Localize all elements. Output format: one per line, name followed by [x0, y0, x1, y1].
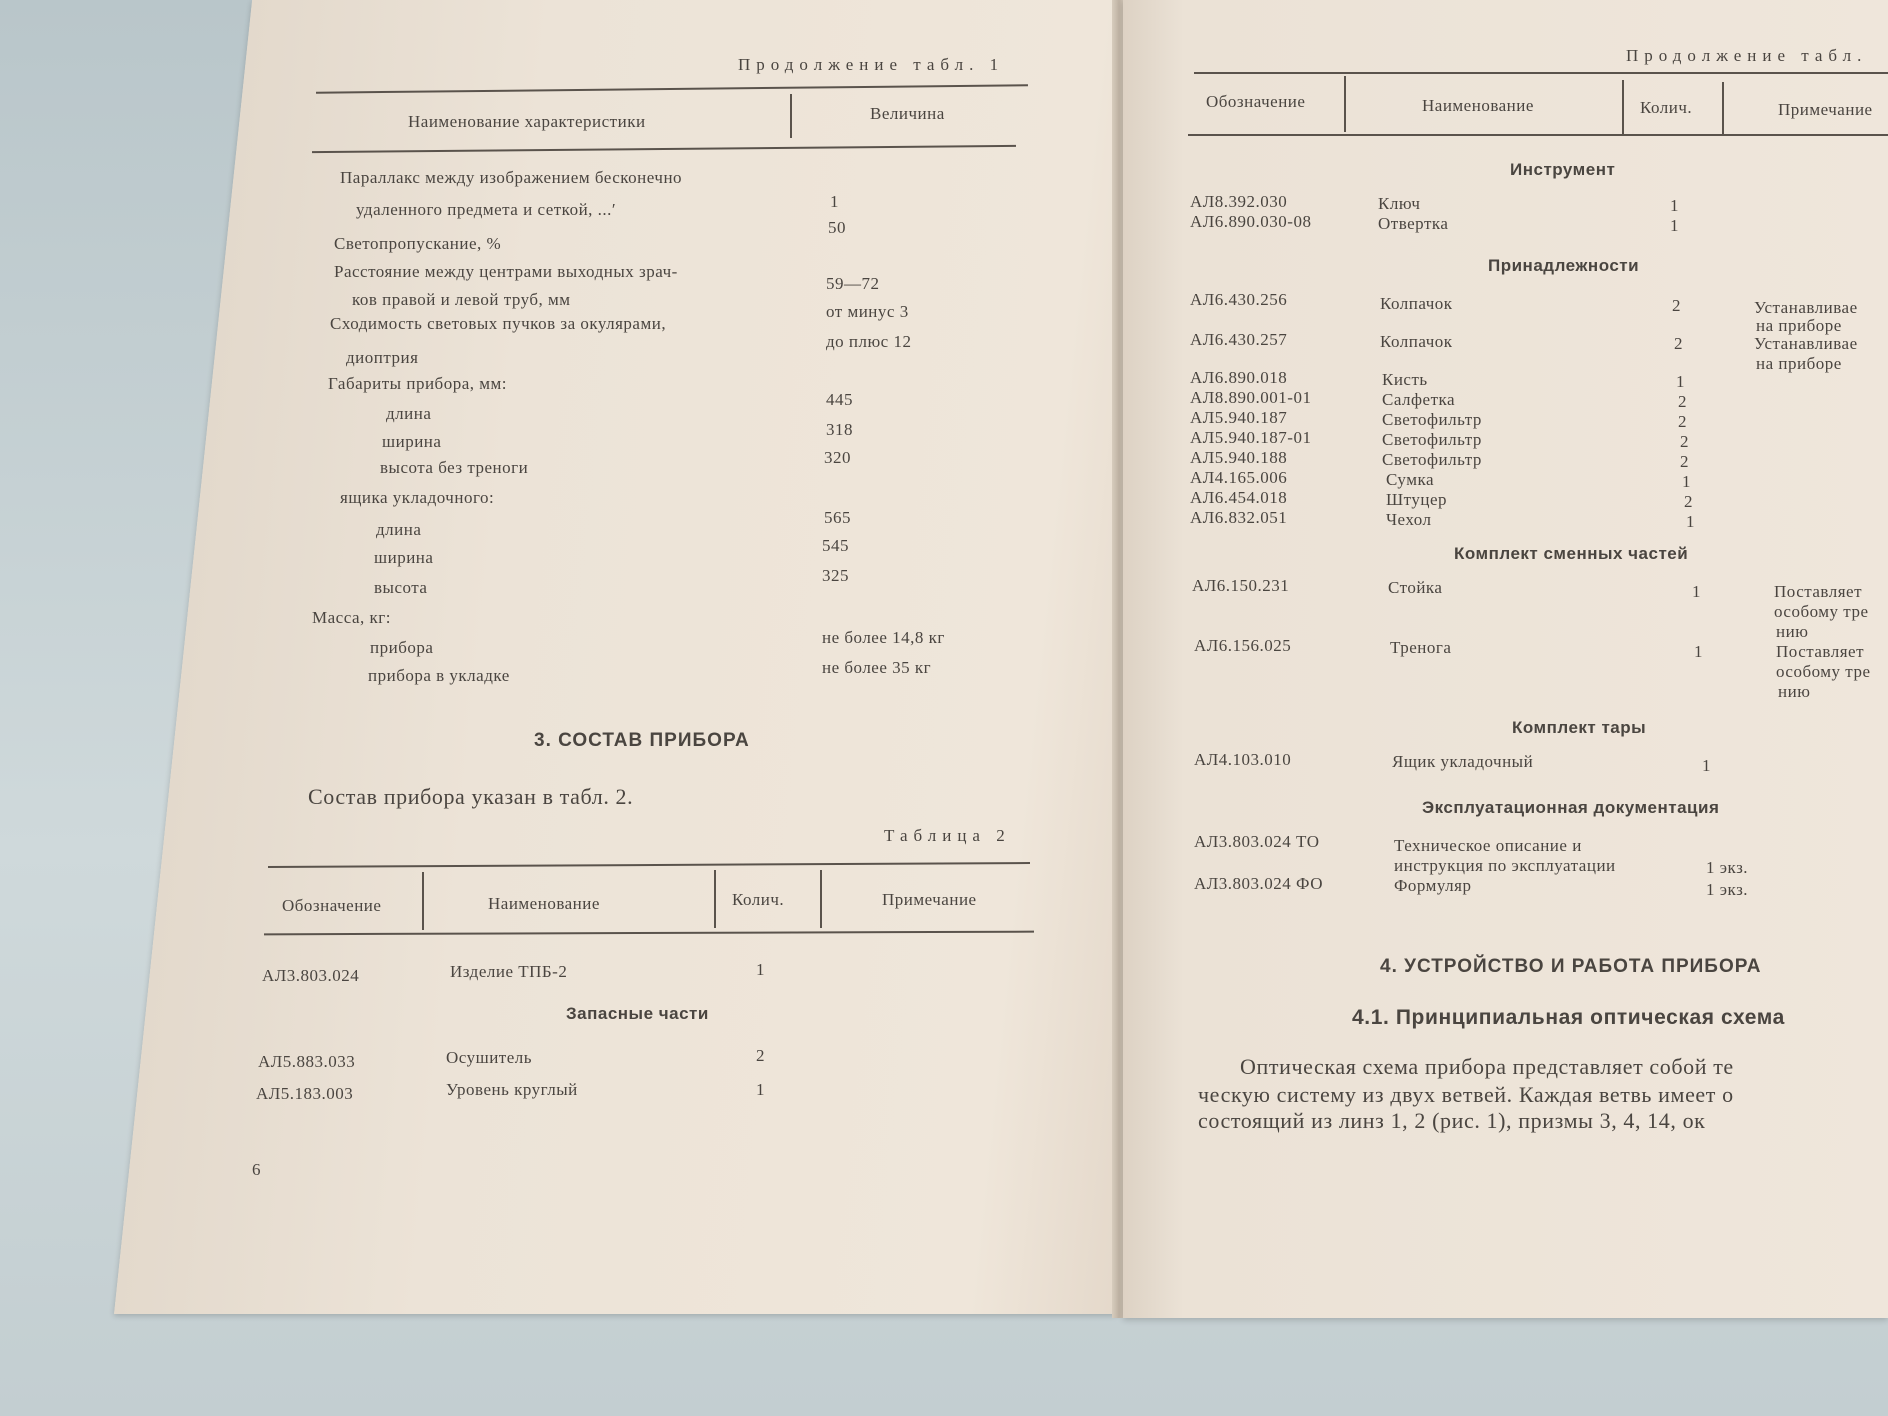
row-code: АЛ8.890.001-01 — [1190, 388, 1312, 407]
spec-row-value: 545 — [822, 536, 849, 555]
row-name: Светофильтр — [1382, 410, 1482, 429]
row-code: АЛ8.392.030 — [1190, 192, 1288, 211]
spare-parts-title: Запасные части — [566, 1004, 709, 1023]
row-qty: 2 — [1680, 432, 1689, 451]
table2-header-note: Примечание — [882, 890, 977, 909]
row-name: Чехол — [1386, 510, 1432, 529]
row-qty: 1 — [1670, 196, 1679, 215]
paragraph-line: Оптическая схема прибора представляет собой те — [1240, 1054, 1734, 1079]
right-header-divider — [1722, 82, 1724, 134]
section41-title: 4.1. Принципиальная оптическая схема — [1352, 1006, 1785, 1029]
spec-row-name: ширина — [382, 432, 442, 451]
documentation-title: Эксплуатационная документация — [1422, 798, 1720, 817]
row-name: инструкция по эксплуатации — [1394, 856, 1616, 875]
row-code: АЛ6.890.030-08 — [1190, 212, 1312, 231]
right-header-code: Обозначение — [1206, 92, 1306, 111]
spec-row-name: Габариты прибора, мм: — [328, 374, 507, 393]
replacement-kit-title: Комплект сменных частей — [1454, 544, 1689, 563]
row-qty: 1 — [1702, 756, 1711, 775]
spec-row-name: Параллакс между изображением бесконечно — [340, 168, 683, 187]
table2-caption: Таблица 2 — [884, 826, 1011, 845]
right-table-top-rule — [1194, 72, 1888, 74]
spec-row-name: Сходимость световых пучков за окулярами, — [330, 314, 667, 333]
spec-row-value: 565 — [824, 508, 851, 527]
table2-header-divider — [714, 870, 716, 928]
right-header-name: Наименование — [1422, 96, 1534, 115]
row-name: Стойка — [1388, 578, 1443, 597]
table1-col-name-header: Наименование характеристики — [408, 112, 646, 131]
table2-row-code: АЛ5.183.003 — [256, 1084, 354, 1103]
spec-row-value: 318 — [826, 420, 853, 439]
row-name: Светофильтр — [1382, 430, 1482, 449]
table2-row-qty: 1 — [756, 1080, 765, 1099]
tare-kit-title: Комплект тары — [1512, 718, 1647, 737]
row-code: АЛ5.940.188 — [1190, 448, 1288, 467]
spec-row-name: высота без треноги — [380, 458, 529, 477]
row-code: АЛ6.150.231 — [1192, 576, 1290, 595]
spec-row-value: до плюс 12 — [826, 332, 912, 351]
spec-row-value: 50 — [828, 218, 846, 237]
row-code: АЛ6.156.025 — [1194, 636, 1292, 655]
row-qty: 1 экз. — [1706, 858, 1749, 877]
paragraph-line: ческую систему из двух ветвей. Каждая ветвь имеет о — [1198, 1082, 1734, 1107]
instruments-title: Инструмент — [1510, 160, 1616, 179]
row-name: Светофильтр — [1382, 450, 1482, 469]
row-code: АЛ6.430.256 — [1190, 290, 1288, 309]
spec-row-name: Расстояние между центрами выходных зрач- — [334, 262, 678, 281]
spec-row-value: 320 — [824, 448, 851, 467]
row-qty: 1 — [1686, 512, 1695, 531]
row-name: Тренога — [1390, 638, 1452, 657]
row-code: АЛ4.103.010 — [1194, 750, 1292, 769]
row-note: Устанавливае — [1754, 334, 1858, 353]
spec-row-name: Масса, кг: — [312, 608, 391, 627]
paragraph-line: состоящий из линз 1, 2 (рис. 1), призмы 3, 4, 14, ок — [1198, 1108, 1706, 1133]
row-code: АЛ5.940.187 — [1190, 408, 1288, 427]
row-name: Ящик укладочный — [1392, 752, 1534, 771]
row-name: Колпачок — [1380, 332, 1453, 351]
table2-header-qty: Колич. — [732, 890, 785, 909]
row-note: на приборе — [1756, 354, 1842, 373]
spec-row-name: высота — [374, 578, 428, 597]
row-qty: 2 — [1674, 334, 1683, 353]
row-qty: 1 — [1692, 582, 1701, 601]
right-continuation-caption: Продолжение табл. — [1626, 46, 1868, 65]
row-note: Поставляет — [1776, 642, 1865, 661]
spec-row-name: длина — [376, 520, 422, 539]
row-note: на приборе — [1756, 316, 1842, 335]
row-code: АЛ3.803.024 ТО — [1194, 832, 1320, 851]
row-note: нию — [1778, 682, 1811, 701]
section3-title: 3. СОСТАВ ПРИБОРА — [534, 730, 750, 751]
row-note: Поставляет — [1774, 582, 1863, 601]
row-note: Устанавливае — [1754, 298, 1858, 317]
row-qty: 2 — [1672, 296, 1681, 315]
row-code: АЛ3.803.024 ФО — [1194, 874, 1323, 893]
table2-header-divider — [820, 870, 822, 928]
accessories-title: Принадлежности — [1488, 256, 1640, 275]
row-code: АЛ4.165.006 — [1190, 468, 1288, 487]
spec-row-name: длина — [386, 404, 432, 423]
spec-row-name: Светопропускание, % — [334, 234, 502, 253]
section3-text: Состав прибора указан в табл. 2. — [308, 784, 634, 809]
row-name: Штуцер — [1386, 490, 1447, 509]
spec-row-name: ков правой и левой труб, мм — [352, 290, 571, 309]
spec-row-value: от минус 3 — [826, 302, 909, 321]
row-qty: 1 — [1676, 372, 1685, 391]
spec-row-name: ящика укладочного: — [340, 488, 495, 507]
left-continuation-caption: Продолжение табл. 1 — [738, 55, 1005, 74]
spec-row-name: ширина — [374, 548, 434, 567]
table2-row-name: Осушитель — [446, 1048, 532, 1067]
left-page — [114, 0, 1256, 1314]
row-qty: 2 — [1680, 452, 1689, 471]
right-header-qty: Колич. — [1640, 98, 1693, 117]
table2-row-name: Уровень круглый — [446, 1080, 578, 1099]
table1-col-value-header: Величина — [870, 104, 945, 123]
row-code: АЛ6.430.257 — [1190, 330, 1288, 349]
right-header-rule — [1188, 134, 1888, 136]
row-code: АЛ6.890.018 — [1190, 368, 1288, 387]
row-note: особому тре — [1774, 602, 1869, 621]
spec-row-value: не более 35 кг — [822, 658, 932, 677]
right-header-divider — [1622, 80, 1624, 134]
spec-row-value: 59—72 — [826, 274, 880, 293]
row-qty: 2 — [1684, 492, 1693, 511]
row-qty: 2 — [1678, 412, 1687, 431]
table2-header-name: Наименование — [488, 894, 600, 913]
row-name: Кисть — [1382, 370, 1428, 389]
row-code: АЛ6.454.018 — [1190, 488, 1288, 507]
table2-header-code: Обозначение — [282, 896, 382, 915]
right-header-note: Примечание — [1778, 100, 1873, 119]
spec-row-name: удаленного предмета и сеткой, ...′ — [356, 200, 617, 219]
row-name: Сумка — [1386, 470, 1434, 489]
row-name: Техническое описание и — [1394, 836, 1582, 855]
spec-row-value: 445 — [826, 390, 853, 409]
row-code: АЛ5.940.187-01 — [1190, 428, 1312, 447]
table2-header-divider — [422, 872, 424, 930]
row-note: нию — [1776, 622, 1809, 641]
row-qty: 1 — [1682, 472, 1691, 491]
table2-row-qty: 2 — [756, 1046, 765, 1065]
spec-row-value: 1 — [830, 192, 839, 211]
table2-row-code: АЛ3.803.024 — [262, 966, 360, 985]
row-qty: 2 — [1678, 392, 1687, 411]
row-code: АЛ6.832.051 — [1190, 508, 1288, 527]
row-note: особому тре — [1776, 662, 1871, 681]
row-name: Колпачок — [1380, 294, 1453, 313]
spec-row-value: 325 — [822, 566, 849, 585]
spec-row-name: прибора в укладке — [368, 666, 510, 685]
section4-title: 4. УСТРОЙСТВО И РАБОТА ПРИБОРА — [1380, 956, 1762, 977]
table1-header-divider — [790, 94, 792, 138]
row-name: Формуляр — [1394, 876, 1472, 895]
spec-row-name: прибора — [370, 638, 434, 657]
table2-row-code: АЛ5.883.033 — [258, 1052, 356, 1071]
row-qty: 1 — [1694, 642, 1703, 661]
row-qty: 1 экз. — [1706, 880, 1749, 899]
row-name: Отвертка — [1378, 214, 1449, 233]
row-name: Ключ — [1378, 194, 1421, 213]
row-name: Салфетка — [1382, 390, 1456, 409]
table2-row-name: Изделие ТПБ-2 — [450, 962, 568, 981]
table2-row-qty: 1 — [756, 960, 765, 979]
spec-row-name: диоптрия — [346, 348, 419, 367]
right-header-divider — [1344, 76, 1346, 132]
page-number: 6 — [252, 1160, 261, 1179]
row-qty: 1 — [1670, 216, 1679, 235]
spec-row-value: не более 14,8 кг — [822, 628, 945, 647]
